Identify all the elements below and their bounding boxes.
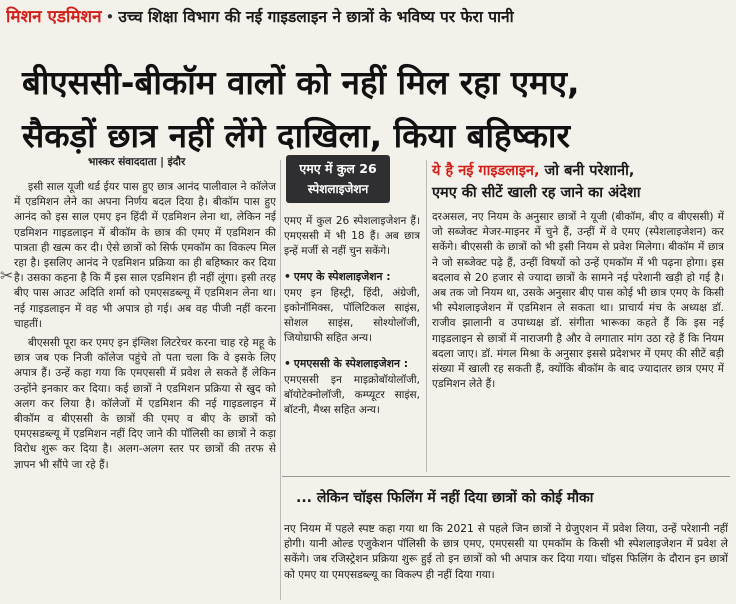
bottom-heading: ... लेकिन चॉइस फिलिंग में नहीं दिया छात्रों को कोई मौका (296, 490, 594, 506)
sidebar-column (284, 214, 420, 474)
paragraph: बीएससी पूरा कर एमए इन इंग्लिश लिटरेचर करना चाह रहे महू के छात्र जब एक निजी कॉलेज पहुंचे तो पता चला कि वे इसके लिए अपात्र हैं। उन्हें कहा गया कि एमएससी में प्रवेश ले सकते हैं लेकिन उन्होंने इनकार कर दिया। कई छात्रों ने एडमिशन प्रक्रिया से खुद को अलग कर लिया है। कॉलेजों में एडमिशन की नई गाइडलाइन में बीकॉम व बीएससी के छात्रों की एमए व बीए के छात्रों को एमएसडब्ल्यू में एडमिशन नहीं दिए जाने की पॉलिसी का छात्रों ने कड़ा विरोध शुरू कर दिया है। अलग-अलग स्तर पर छात्रों की तरफ से ज्ञापन भी सौंपे जा रहे हैं। (14, 337, 276, 471)
kicker-bullet: • (105, 8, 115, 26)
bullet-icon: • (284, 270, 291, 283)
byline: भास्कर संवाददाता | इंदौर (88, 156, 186, 168)
paragraph: दरअसल, नए नियम के अनुसार छात्रों ने यूजी (बीकॉम, बीए व बीएससी) में जो सब्जेक्ट मेजर-माइनर में चुने हैं, उन्हीं में वे एमए (स्पेशलाइजेशन) कर सकेंगे। बीएससी के छात्रों को भी इसी नियम से प्रवेश मिलेगा। बीकॉम में छात्र ने जो सब्जेक्ट पढ़े हैं, उन्हीं विषयों को उन्हें एमकॉम में भी पढ़ना होगा। इस बदलाव से 20 हजार से ज्यादा छात्रों के सामने नई परेशानी खड़ी हो गई है। अब तक जो नियम था, उसके अनुसार बीए पास कोई भी छात्र एमए के किसी भी स्पेशलाइजेशन में एडमिशन ले सकता था। प्राचार्य मंच के अध्यक्ष डॉ. राजीव झालानी व उपाध्यक्ष डॉ. संगीता भारूका कहते हैं कि इस नई गाइडलाइन से छात्रों में नाराजगी है और वे लगातार मांग उठा रहे हैं कि नियम बदला जाए। डॉ. मंगल मिश्रा के अनुसार इससे प्रदेशभर में एमए की सीटें बड़ी संख्या में खाली रह सकती हैं, क्योंकि बीकॉम के बाद ज्यादातर छात्र एमए में एडमिशन लेते हैं। (432, 211, 724, 391)
sidebar-section-msc (284, 356, 420, 418)
sidebar-title-line-2: स्पेशलाइजेशन (307, 182, 369, 196)
headline (22, 56, 722, 162)
heading-black: जो बनी परेशानी, (544, 163, 635, 179)
sidebar-text: एमएससी इन माइक्रोबॉयोलॉजी, बॉयोटेक्नोलॉजी, कम्प्यूटर साइंस, बॉटनी, मैथ्स सहित अन्य। (284, 374, 420, 416)
sidebar-title-box (286, 155, 390, 203)
paragraph: इसी साल यूजी थर्ड ईयर पास हुए छात्र आनंद पालीवाल ने कॉलेज में एडमिशन लेने का अपना निर्णय बदल दिया है। बीकॉम पास हुए आनंद को इस साल एमए इन हिंदी में एडमिशन लेना था, लेकिन नई एडमिशन गाइडलाइन में बीकॉम के छात्र की एमए में एडमिशन की पात्रता ही खत्म कर दी। ऐसे छात्रों को सिर्फ एमकॉम का विकल्प मिल रहा है। इसलिए आनंद ने एडमिशन प्रक्रिया का ही बहिष्कार कर दिया है। उसका कहना है कि मैं इस साल एडमिशन ही नहीं लूंगा। इसी तरह बीए पास आउट अदिति शर्मा को एमएसडब्ल्यू में एडमिशन लेना था। नई गाइडलाइन में वह भी अपात्र हो गई। अब वह पीजी नहीं करना चाहतीं। (14, 181, 276, 330)
section-divider (282, 476, 730, 477)
sidebar-intro: एमए में कुल 26 स्पेशलाइजेशन हैं। एमएससी में भी 18 हैं। अब छात्र इन्हें मर्जी से नहीं चुन सकेंगे। (284, 215, 420, 257)
sidebar-section-ma (284, 269, 420, 346)
scissor-icon: ✂ (0, 266, 14, 285)
column-divider (426, 160, 427, 472)
bottom-text: नए नियम में पहले स्पष्ट कहा गया था कि 2021 से पहले जिन छात्रों ने ग्रेजुएशन में प्रवेश लिया, उन्हें परेशानी नहीं होगी। यानी ओल्ड एजुकेशन पॉलिसी के छात्र एमए, एमएससी या एमकॉम के किसी भी स्पेशलाइजेशन में प्रवेश ले सकेंगे। जब रजिस्ट्रेशन प्रक्रिया शुरू हुई तो इन छात्रों को भी अपात्र कर दिया गया। चॉइस फिलिंग के दौरान इन छात्रों को एमए या एमएसडब्ल्यू का विकल्प ही नहीं दिया गया। (284, 523, 728, 581)
column-3-heading (432, 160, 732, 204)
kicker-text: उच्च शिक्षा विभाग की नई गाइडलाइन ने छात्रों के भविष्य पर फेरा पानी (118, 8, 514, 26)
headline-line-1: बीएससी-बीकॉम वालों को नहीं मिल रहा एमए, (22, 63, 580, 102)
sidebar-title-line-1: एमए में कुल 26 (299, 161, 377, 176)
column-3-heading-line-1 (432, 160, 732, 182)
headline-line-2: सैकड़ों छात्र नहीं लेंगे दाखिला, किया बहिष्कार (22, 116, 570, 155)
column-3-heading-line-2: एमए की सीटें खाली रह जाने का अंदेशा (432, 185, 641, 201)
heading-red: ये है नई गाइडलाइन, (432, 163, 540, 179)
kicker-tag: मिशन एडमिशन (6, 7, 102, 27)
sidebar-subhead: • एमएससी के स्पेशलाइजेशन : (284, 357, 409, 370)
article-column-3 (432, 210, 724, 480)
kicker (6, 4, 732, 30)
sidebar-subhead: • एमए के स्पेशलाइजेशन : (284, 270, 391, 283)
column-divider (280, 160, 281, 600)
article-column-1 (14, 180, 276, 600)
sidebar-text: एमए इन हिस्ट्री, हिंदी, अंग्रेजी, इकोनॉमिक्स, पॉलिटिकल साइंस, सोशल साइंस, सोश्योलॉजी, जियोग्राफी सहित अन्य। (284, 287, 420, 344)
bullet-icon: • (284, 357, 291, 370)
